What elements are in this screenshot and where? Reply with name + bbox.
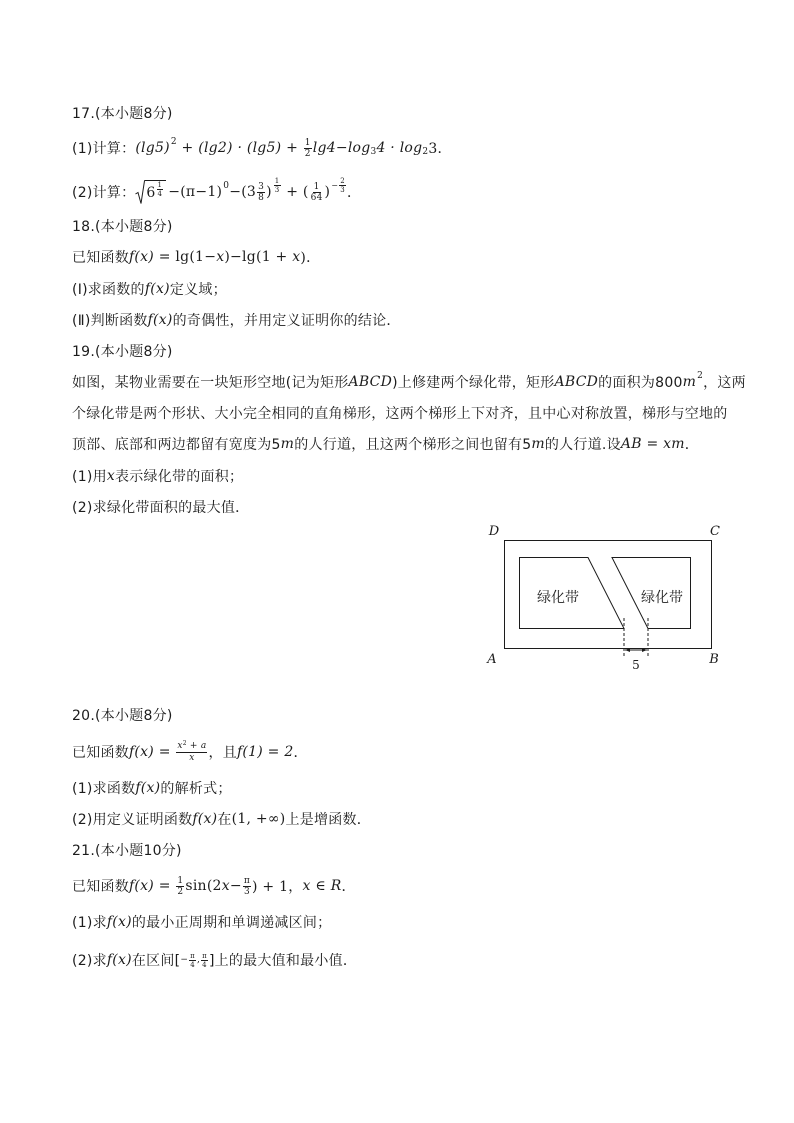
fraction-denominator: 2: [177, 886, 184, 897]
fraction-denominator: 4: [157, 189, 163, 198]
text-segment: 的人行道，且这两个梯形之间也留有5: [294, 437, 532, 453]
problem-header-text: 20.(本小题8分): [72, 708, 173, 724]
fraction: [304, 138, 312, 159]
fraction-denominator: 2: [304, 148, 311, 159]
text-segment: ，且: [208, 745, 237, 761]
fraction: [176, 741, 207, 763]
fraction: [243, 876, 251, 897]
function-notation: f(x): [147, 312, 173, 328]
subscript: 3: [370, 147, 377, 157]
math-variable: x: [106, 468, 115, 484]
math-text: ．: [346, 185, 362, 201]
problem-19-part-1: [72, 464, 243, 488]
math-text: 4 · log: [376, 140, 423, 156]
math-variable: x: [216, 249, 225, 265]
text-segment: ．: [293, 745, 308, 761]
problem-21-part-1: [72, 910, 331, 934]
text-segment: 的最小正周期和单调递减区间；: [131, 915, 332, 931]
text-segment: (2)用定义证明函数: [72, 812, 193, 828]
text-segment: 定义域；: [169, 282, 227, 298]
function-notation: f(x): [129, 878, 155, 894]
math-text: 3．: [428, 141, 452, 157]
text-segment: 在: [217, 812, 232, 828]
part-label: (2)计算：: [72, 185, 136, 201]
problem-17-part-1: [72, 136, 452, 160]
green-belt-figure: [480, 518, 730, 678]
text-segment: ．: [684, 437, 700, 453]
function-notation: f(x): [192, 811, 218, 827]
math-text: + (lg2) · (lg5) +: [176, 140, 303, 156]
text-segment: 的解析式；: [160, 781, 232, 797]
math-text: lg4−log: [312, 140, 371, 156]
fraction: [201, 952, 208, 969]
text-segment: (2)求: [72, 953, 107, 969]
function-notation: f(x): [144, 281, 170, 297]
text-segment: 顶部、底部和两边都留有宽度为5: [72, 437, 281, 453]
fraction-exponent: [331, 177, 347, 194]
fraction-numerator: 1: [157, 180, 163, 189]
text-segment: 上是增函数．: [285, 812, 371, 828]
corner-label-d: D: [488, 524, 500, 539]
text-segment: 如图，某物业需要在一块矩形空地(记为矩形: [72, 375, 349, 391]
fraction-denominator: 3: [340, 185, 345, 194]
problem-header-text: 18.(本小题8分): [72, 219, 173, 235]
problem-18-part-1: [72, 277, 227, 301]
fraction-numerator: 2: [340, 176, 345, 185]
problem-21-header: [72, 838, 182, 862]
subscript: 2: [422, 147, 429, 157]
math-variable: ABCD: [554, 374, 599, 390]
problem-18-header: [72, 214, 173, 238]
problem-17-part-2: [72, 178, 361, 206]
problem-header-text: 21.(本小题10分): [72, 843, 182, 859]
function-notation: f(x): [106, 914, 132, 930]
text-segment: )上修建两个绿化带，矩形: [392, 375, 555, 391]
fraction: [176, 876, 184, 897]
fraction: [189, 952, 196, 969]
math-variable: ABCD: [348, 374, 393, 390]
fraction: [310, 182, 324, 203]
problem-19-part-2: [72, 495, 249, 519]
problem-17-header: [72, 101, 173, 125]
text-segment: 已知函数: [72, 745, 129, 761]
fraction-numerator: [176, 741, 207, 753]
text-segment: 已知函数: [72, 879, 129, 895]
problem-20-header: [72, 703, 173, 727]
problem-header-text: 17.(本小题8分): [72, 106, 173, 122]
text-segment: 已知函数: [72, 250, 129, 266]
problem-19-line-1: [72, 370, 746, 394]
minus-sign: −: [180, 955, 189, 965]
math-text: −(π−1): [168, 184, 223, 200]
math-text: =: [154, 878, 176, 894]
fraction: [339, 177, 346, 194]
problem-19-line-3: [72, 432, 699, 456]
fraction: [274, 177, 281, 194]
unit: m: [280, 436, 295, 452]
fraction-numerator: π: [190, 951, 195, 960]
interval: (1, +∞): [231, 811, 286, 827]
mixed-number-integer: 6: [146, 185, 156, 201]
function-notation: f(x): [129, 744, 155, 760]
problem-21-stem: [72, 874, 356, 898]
text-segment: (1)用: [72, 469, 107, 485]
fraction-denominator: 4: [202, 960, 207, 969]
corner-label-b: B: [709, 652, 719, 667]
fraction-denominator: 64: [310, 192, 323, 203]
fraction-numerator: 3: [258, 181, 265, 192]
superscript: 2: [170, 137, 177, 147]
exponent-sign: −: [331, 180, 339, 190]
text-segment: 表示绿化带的面积；: [115, 469, 244, 485]
text-segment: 个绿化带是两个形状、大小完全相同的直角梯形，这两个梯形上下对齐，且中心对称放置，梯形与空地的: [72, 406, 728, 422]
superscript: 2: [697, 371, 704, 381]
fraction-denominator: 3: [243, 886, 250, 897]
math-text: ) + 1，: [252, 879, 303, 895]
math-text: −(3: [229, 184, 257, 200]
math-variable: x: [177, 741, 183, 751]
math-expression: AB = xm: [620, 436, 685, 452]
text-segment: (1)求函数: [72, 781, 136, 797]
problem-20-part-2: [72, 807, 371, 831]
fraction-denominator: x: [189, 753, 195, 763]
math-text: )−lg(1 +: [224, 249, 293, 265]
function-notation: f(x): [129, 249, 155, 265]
problem-18-part-2: [72, 308, 401, 332]
text-segment: 的人行道.设: [544, 437, 621, 453]
fraction-denominator: 8: [258, 192, 265, 203]
problem-header-text: 19.(本小题8分): [72, 344, 173, 360]
fraction-exponent: [273, 177, 282, 194]
math-text: )．: [300, 250, 321, 266]
comma: ,: [196, 955, 201, 965]
problem-19-line-2: [72, 401, 728, 425]
math-text: ): [324, 184, 331, 200]
math-text: sin(2: [185, 878, 222, 894]
problem-21-part-2: [72, 948, 357, 972]
mixed-number-fraction: [257, 182, 265, 203]
corner-label-a: A: [487, 652, 497, 667]
text-segment: 的奇偶性，并用定义证明你的结论．: [172, 313, 401, 329]
math-expression: f(1) = 2: [236, 744, 294, 760]
fraction-numerator: 1: [313, 181, 320, 192]
superscript: 0: [223, 181, 230, 191]
math-text: (lg5): [135, 140, 170, 156]
text-segment: (Ⅰ)求函数的: [72, 282, 145, 298]
superscript: 2: [182, 740, 187, 747]
fraction-numerator: 1: [177, 875, 184, 886]
text-segment: ]上的最大值和最小值．: [208, 953, 358, 969]
math-text: + (: [281, 184, 309, 200]
left-belt-label: 绿化带: [537, 590, 579, 606]
text-segment: 在区间[: [131, 953, 181, 969]
math-text: ): [266, 184, 272, 200]
problem-19-header: [72, 339, 173, 363]
radical-sign: [135, 179, 145, 205]
text-segment: (1)求: [72, 915, 107, 931]
math-text: −: [229, 878, 242, 894]
text-segment: ，这两: [703, 375, 746, 391]
text-segment: ．: [341, 879, 356, 895]
fraction-denominator: 4: [190, 960, 195, 969]
problem-20-stem: [72, 740, 308, 764]
radicand: [145, 180, 166, 205]
math-variable: R: [330, 878, 342, 894]
fraction-numerator: 1: [304, 137, 311, 148]
math-text: = lg(1−: [154, 249, 217, 265]
function-notation: f(x): [106, 952, 132, 968]
gap-width-label: 5: [632, 658, 640, 672]
text-segment: 的面积为800: [598, 375, 683, 391]
math-variable: x: [292, 249, 301, 265]
right-belt-label: 绿化带: [641, 590, 683, 606]
part-label: (1)计算：: [72, 141, 136, 157]
math-text: + a: [186, 741, 207, 751]
text-segment: (Ⅱ)判断函数: [72, 313, 148, 329]
math-text: ∈: [310, 878, 331, 894]
square-root: [135, 179, 166, 205]
unit: m: [531, 436, 545, 452]
math-text: =: [154, 744, 176, 760]
function-notation: f(x): [135, 780, 161, 796]
fraction-numerator: π: [243, 875, 251, 886]
fraction-denominator: 3: [274, 185, 280, 194]
unit: m: [682, 374, 697, 390]
mixed-number-fraction: [157, 181, 164, 198]
problem-20-part-1: [72, 776, 232, 800]
text-segment: (2)求绿化带面积的最大值．: [72, 500, 250, 516]
math-variable: x: [221, 878, 230, 894]
problem-18-stem: [72, 245, 320, 269]
fraction-numerator: π: [202, 951, 207, 960]
corner-label-c: C: [710, 524, 720, 539]
math-variable: x: [302, 878, 311, 894]
fraction-numerator: 1: [274, 176, 280, 185]
